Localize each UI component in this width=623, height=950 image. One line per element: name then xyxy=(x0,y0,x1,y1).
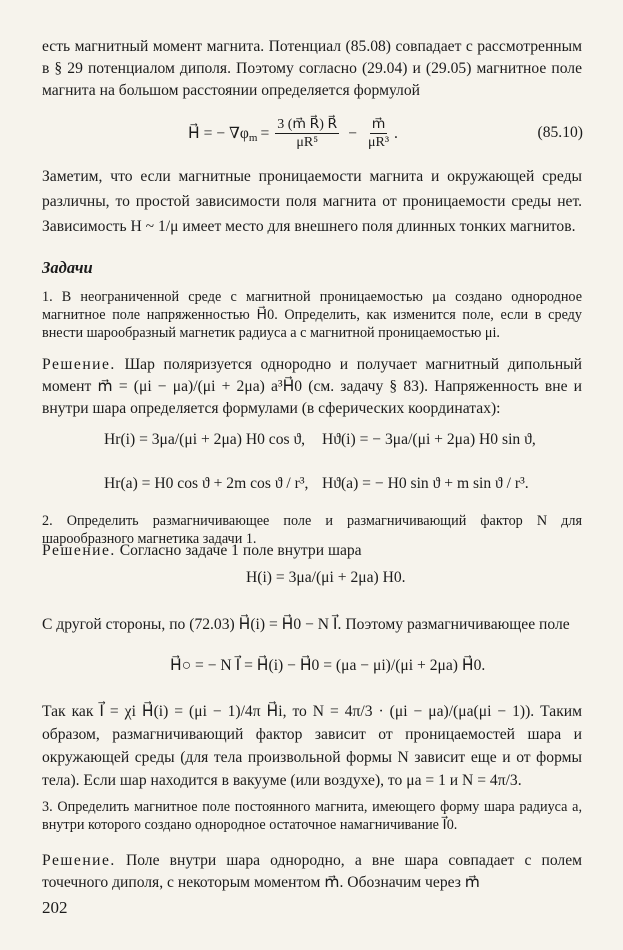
solution-2-intro xyxy=(42,540,582,562)
solution-3 xyxy=(42,850,582,894)
eq-fraction-2 xyxy=(366,116,391,151)
frac1-denominator: μR⁵ xyxy=(296,135,319,150)
frac2-numerator: m⃗ xyxy=(371,117,386,132)
equation-number: (85.10) xyxy=(537,124,583,141)
frac1-numerator: 3 (m⃗ R⃗) R⃗ xyxy=(277,117,338,132)
eq-fraction-1 xyxy=(275,116,339,151)
solution-1-text: Шар поляризуется однородно и получает магнитный дипольный момент m⃗ = (μi − μa)/(μi + 2μa) a³H⃗0 (см. задачу § 83). Напряженность вне и внутри шара определяется формулами (в сферических координатах): xyxy=(42,356,582,417)
equation-85-10 xyxy=(188,116,398,151)
solution-2-text2: С другой стороны, по (72.03) H⃗(i) = H⃗0 − N I⃗. Поэтому размагничивающее поле xyxy=(42,616,570,633)
eq-h-inside: H(i) = 3μa/(μi + 2μa) H0. xyxy=(246,569,406,586)
solution-1 xyxy=(42,354,582,420)
solution-2-text3: Так как I⃗ = χi H⃗(i) = (μi − 1)/4π H⃗i, то N = 4π/3 · (μi − μa)/(μa(μi − 1)). Таким образом, размагничивающий фактор зависит от проницаемостей шара и окружающей среды (для тела произвольной формы N зависит еще и от формы тела). Если шар находится в вакууме (или воздухе), то μa = 1 и N = 4π/3. xyxy=(42,703,582,789)
solution-3-label: Решение. xyxy=(42,852,116,869)
eq-lhs: H⃗ = − ∇φ xyxy=(188,124,249,142)
section-heading: Задачи xyxy=(42,258,93,277)
solution-3-text: Поле внутри шара однородно, а вне шара совпадает с полем точечного диполя, с некоторым моментом m⃗. Обозначим через m⃗ xyxy=(42,852,582,891)
eq-period: . xyxy=(394,124,398,142)
eq-inside-r: Hr(i) = 3μa/(μi + 2μa) H0 cos ϑ, xyxy=(104,431,306,448)
eq-minus: − xyxy=(348,124,357,142)
solution-1-label: Решение. xyxy=(42,356,116,373)
page-number: 202 xyxy=(42,898,68,917)
eq-demagnetizing: H⃗○ = − N I⃗ = H⃗(i) − H⃗0 = (μa − μi)/(μi + 2μa) H⃗0. xyxy=(170,657,486,674)
solution-2-text1: Согласно задаче 1 поле внутри шара xyxy=(119,542,362,559)
eq-outside-r: Hr(a) = H0 cos ϑ + 2m cos ϑ / r³, xyxy=(104,475,309,492)
frac2-denominator: μR³ xyxy=(367,135,390,150)
paragraph-permeability: Заметим, что если магнитные проницаемости магнита и окружающей среды различны, то простой зависимости поля магнита от проницаемости среды нет. Зависимость H ~ 1/μ имеет место для внешнего поля длинных тонких магнитов. xyxy=(42,168,582,235)
task-1: 1. В неограниченной среде с магнитной проницаемостью μa создано однородное магнитное поле напряженностью H⃗0. Определить, как изменится поле, если в среду внести шарообразный магнетик радиуса a с магнитной проницаемостью μi. xyxy=(42,289,582,341)
eq-outside-theta: Hϑ(a) = − H0 sin ϑ + m sin ϑ / r³. xyxy=(322,475,529,492)
task-3: 3. Определить магнитное поле постоянного магнита, имеющего форму шара радиуса a, внутри которого создано однородное остаточное намагничивание I⃗0. xyxy=(42,799,582,833)
paragraph-intro: есть магнитный момент магнита. Потенциал (85.08) совпадает с рассмотренным в § 29 потенциалом диполя. Поэтому согласно (29.04) и (29.05) магнитное поле магнита на большом расстоянии определяется формулой xyxy=(42,38,582,99)
eq-equals: = xyxy=(260,124,270,142)
task-2: 2. Определить размагничивающее поле и размагничивающий фактор N для шарообразного магнетика задачи 1. xyxy=(42,513,582,547)
eq-lhs-sub: m xyxy=(248,131,258,144)
eq-inside-theta: Hϑ(i) = − 3μa/(μi + 2μa) H0 sin ϑ, xyxy=(322,431,536,448)
solution-2-label: Решение. xyxy=(42,542,116,559)
